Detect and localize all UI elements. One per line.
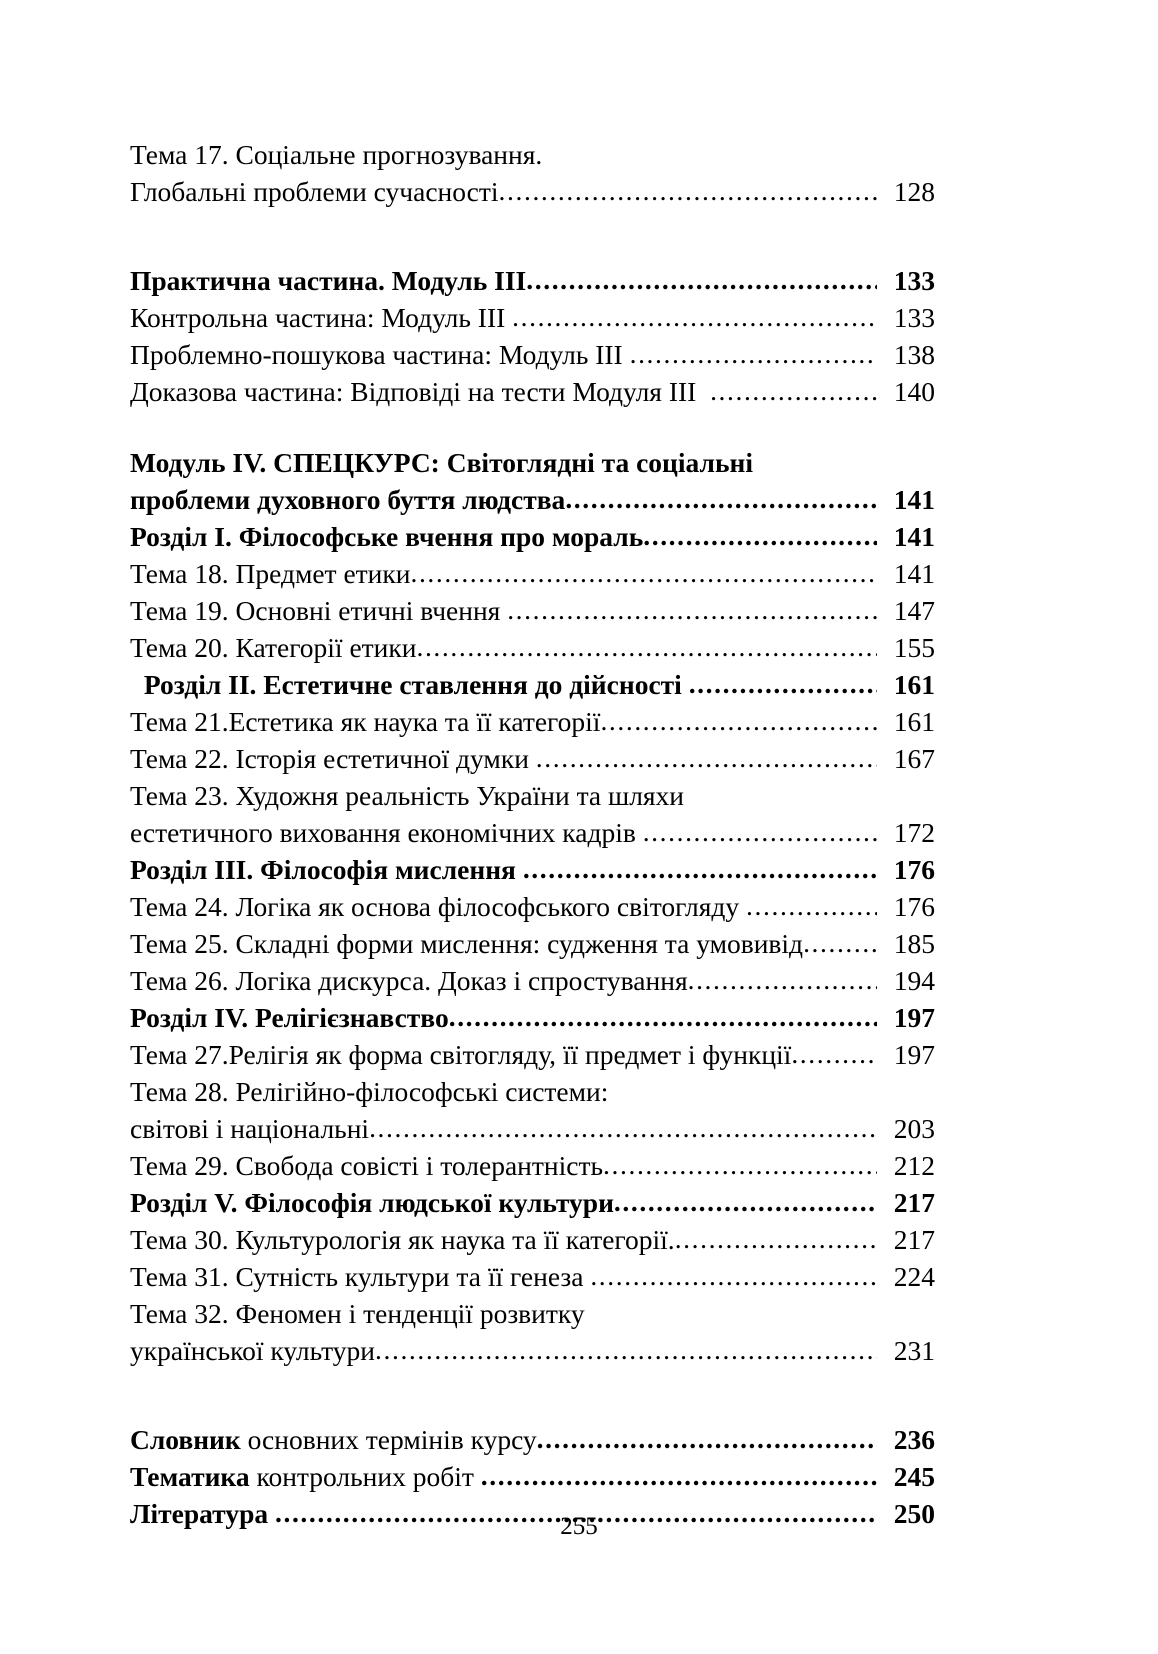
toc-entry[interactable] (130, 888, 935, 925)
toc-entry[interactable] (130, 814, 935, 851)
toc-page-number: 141 (893, 558, 935, 589)
toc-page-number: 176 (893, 854, 935, 885)
toc-page-number: 141 (893, 484, 935, 515)
toc-entry[interactable] (130, 1458, 935, 1495)
toc-page-number: 236 (893, 1424, 935, 1455)
toc-entry-label (130, 1421, 537, 1458)
toc-page-number: 231 (893, 1335, 935, 1366)
toc-page-number: 176 (893, 891, 935, 922)
toc-entry-label: Проблемно-пошукова частина: Модуль III (130, 339, 630, 370)
toc-dot-leader (630, 335, 877, 372)
toc-entry-label: Література (130, 1498, 275, 1529)
toc-entry-label: Тема 18. Предмет етики (130, 558, 411, 589)
table-of-contents (130, 136, 935, 1532)
toc-entry-label: естетичного виховання економічних кадрів (130, 817, 643, 848)
toc-entry[interactable] (130, 173, 935, 210)
toc-entry[interactable] (130, 136, 935, 173)
toc-entry[interactable] (130, 1332, 935, 1369)
toc-page-number: 185 (893, 928, 935, 959)
toc-dot-leader (675, 1220, 877, 1257)
toc-entry[interactable] (130, 373, 935, 410)
section-spacer (130, 210, 935, 262)
toc-page-number: 161 (893, 706, 935, 737)
toc-page-number: 197 (893, 1039, 935, 1070)
toc-entry[interactable] (130, 592, 935, 629)
toc-dot-leader (710, 372, 877, 409)
toc-entry-label: Тема 27.Релігія як форма світогляду, її предмет і функції (130, 1039, 792, 1070)
toc-page-number: 147 (893, 595, 935, 626)
section-spacer (130, 410, 935, 444)
toc-dot-leader (746, 887, 877, 924)
toc-entry[interactable] (130, 299, 935, 336)
toc-entry[interactable] (130, 851, 935, 888)
toc-entry[interactable] (130, 1258, 935, 1295)
toc-dot-leader (416, 628, 877, 665)
toc-dot-leader (449, 998, 877, 1035)
toc-entry[interactable] (130, 629, 935, 666)
toc-page-number: 217 (893, 1224, 935, 1255)
toc-entry-label: Тема 17. Соціальне прогнозування. (130, 139, 543, 170)
toc-entry-label: Контрольна частина: Модуль III (130, 302, 513, 333)
toc-entry[interactable] (130, 703, 935, 740)
toc-dot-leader (536, 739, 877, 776)
toc-entry-label-regular-part: основних термінів курсу (240, 1424, 537, 1455)
toc-dot-leader (689, 665, 877, 702)
toc-entry-label: світові і національні (130, 1113, 370, 1144)
toc-dot-leader (537, 1420, 877, 1457)
toc-entry-label: Тема 31. Сутність культури та її генеза (130, 1261, 591, 1292)
toc-dot-leader (375, 1331, 877, 1368)
toc-entry[interactable] (130, 1184, 935, 1221)
toc-entry-label: Тема 20. Категорії етики (130, 632, 417, 663)
toc-entry-label: Тема 30. Культурологія як наука та її категорії. (130, 1224, 675, 1255)
toc-dot-leader (481, 1457, 877, 1494)
toc-entry-label: Тема 23. Художня реальність України та шляхи (130, 780, 685, 811)
toc-entry-label: Модуль IV. СПЕЦКУРС: Світоглядні та соціальні (130, 447, 753, 478)
toc-page-number: 172 (893, 817, 935, 848)
toc-entry[interactable] (130, 1110, 935, 1147)
toc-entry-label: Розділ III. Філософія мислення (130, 854, 523, 885)
toc-dot-leader (614, 1183, 877, 1220)
toc-entry-label: Розділ IV. Релігієзнавство (130, 1002, 449, 1033)
toc-page-number: 161 (893, 669, 935, 700)
toc-entry-label: Тема 24. Логіка як основа філософського світогляду (130, 891, 747, 922)
toc-entry[interactable] (130, 666, 935, 703)
toc-entry-label-regular-part: контрольних робіт (249, 1461, 481, 1492)
toc-entry[interactable] (130, 962, 935, 999)
toc-dot-leader (643, 813, 877, 850)
toc-page-number: 224 (893, 1261, 935, 1292)
toc-entry-label: Глобальні проблеми сучасності (130, 176, 499, 207)
section-spacer (130, 1369, 935, 1421)
toc-entry[interactable] (130, 336, 935, 373)
toc-dot-leader (643, 517, 877, 554)
toc-entry[interactable] (130, 444, 935, 481)
toc-entry-label: Розділ II. Естетичне ставлення до дійсності (137, 669, 689, 700)
toc-page-number: 128 (893, 176, 935, 207)
toc-entry[interactable] (130, 262, 935, 299)
toc-entry[interactable] (130, 925, 935, 962)
toc-entry[interactable] (130, 740, 935, 777)
toc-dot-leader (803, 924, 877, 961)
toc-dot-leader (590, 1257, 877, 1294)
page-folio-number: 255 (560, 1513, 598, 1540)
toc-page-number: 250 (893, 1498, 935, 1529)
toc-dot-leader (526, 261, 877, 298)
toc-dot-leader (507, 591, 877, 628)
toc-entry-label: Тема 21.Естетика як наука та її категорії (130, 706, 601, 737)
toc-page-number: 245 (893, 1461, 935, 1492)
toc-entry[interactable] (130, 1221, 935, 1258)
toc-entry[interactable] (130, 1073, 935, 1110)
toc-entry-label: Тема 32. Феномен і тенденції розвитку (130, 1298, 585, 1329)
toc-entry[interactable] (130, 1421, 935, 1458)
toc-entry[interactable] (130, 1036, 935, 1073)
toc-dot-leader (688, 961, 877, 998)
toc-dot-leader (603, 1146, 877, 1183)
toc-page-number: 217 (893, 1187, 935, 1218)
toc-entry-label: Тема 28. Релігійно-філософські системи: (130, 1076, 609, 1107)
toc-dot-leader (791, 1035, 877, 1072)
toc-page-number: 212 (893, 1150, 935, 1181)
toc-entry-label: Розділ V. Філософія людської культури (130, 1187, 614, 1218)
toc-entry[interactable] (130, 999, 935, 1036)
toc-entry-label: Розділ I. Філософське вчення про мораль (130, 521, 644, 552)
toc-page-number: 203 (893, 1113, 935, 1144)
toc-entry-label: Тема 25. Складні форми мислення: судження та умовивід (130, 928, 804, 959)
toc-page-number: 133 (893, 302, 935, 333)
toc-entry-label: Практична частина. Модуль III (130, 265, 527, 296)
toc-page-number: 194 (893, 965, 935, 996)
toc-page-number: 155 (893, 632, 935, 663)
toc-entry-label: Тема 22. Історія естетичної думки (130, 743, 536, 774)
toc-entry-label: Тема 29. Свобода совісті і толерантність (130, 1150, 604, 1181)
toc-entry-label: Тема 19. Основні етичні вчення (130, 595, 508, 626)
toc-entry-label: Тема 26. Логіка дискурса. Доказ і спростування (130, 965, 688, 996)
toc-page-number: 197 (893, 1002, 935, 1033)
toc-entry[interactable] (130, 777, 935, 814)
toc-entry[interactable] (130, 481, 935, 518)
toc-entry-label-bold-part: Словник (130, 1424, 241, 1455)
toc-entry[interactable] (130, 1147, 935, 1184)
toc-page-number: 141 (893, 521, 935, 552)
toc-dot-leader (499, 172, 877, 209)
toc-dot-leader (512, 298, 877, 335)
toc-dot-leader (369, 1109, 877, 1146)
toc-dot-leader (523, 850, 877, 887)
toc-entry-label (130, 1458, 481, 1495)
toc-entry-label: проблеми духовного буття людства (130, 484, 566, 515)
toc-entry[interactable] (130, 555, 935, 592)
toc-page-number: 140 (893, 376, 935, 407)
toc-entry-label: Доказова частина: Відповіді на тести Модуля III (130, 376, 711, 407)
toc-dot-leader (600, 702, 877, 739)
toc-entry[interactable] (130, 518, 935, 555)
toc-dot-leader (410, 554, 877, 591)
toc-page-number: 133 (893, 265, 935, 296)
toc-entry-label-bold-part: Тематика (130, 1461, 250, 1492)
toc-page-number: 167 (893, 743, 935, 774)
toc-entry-label: української культури (130, 1335, 376, 1366)
toc-entry[interactable] (130, 1295, 935, 1332)
toc-dot-leader (565, 480, 877, 517)
toc-page-number: 138 (893, 339, 935, 370)
